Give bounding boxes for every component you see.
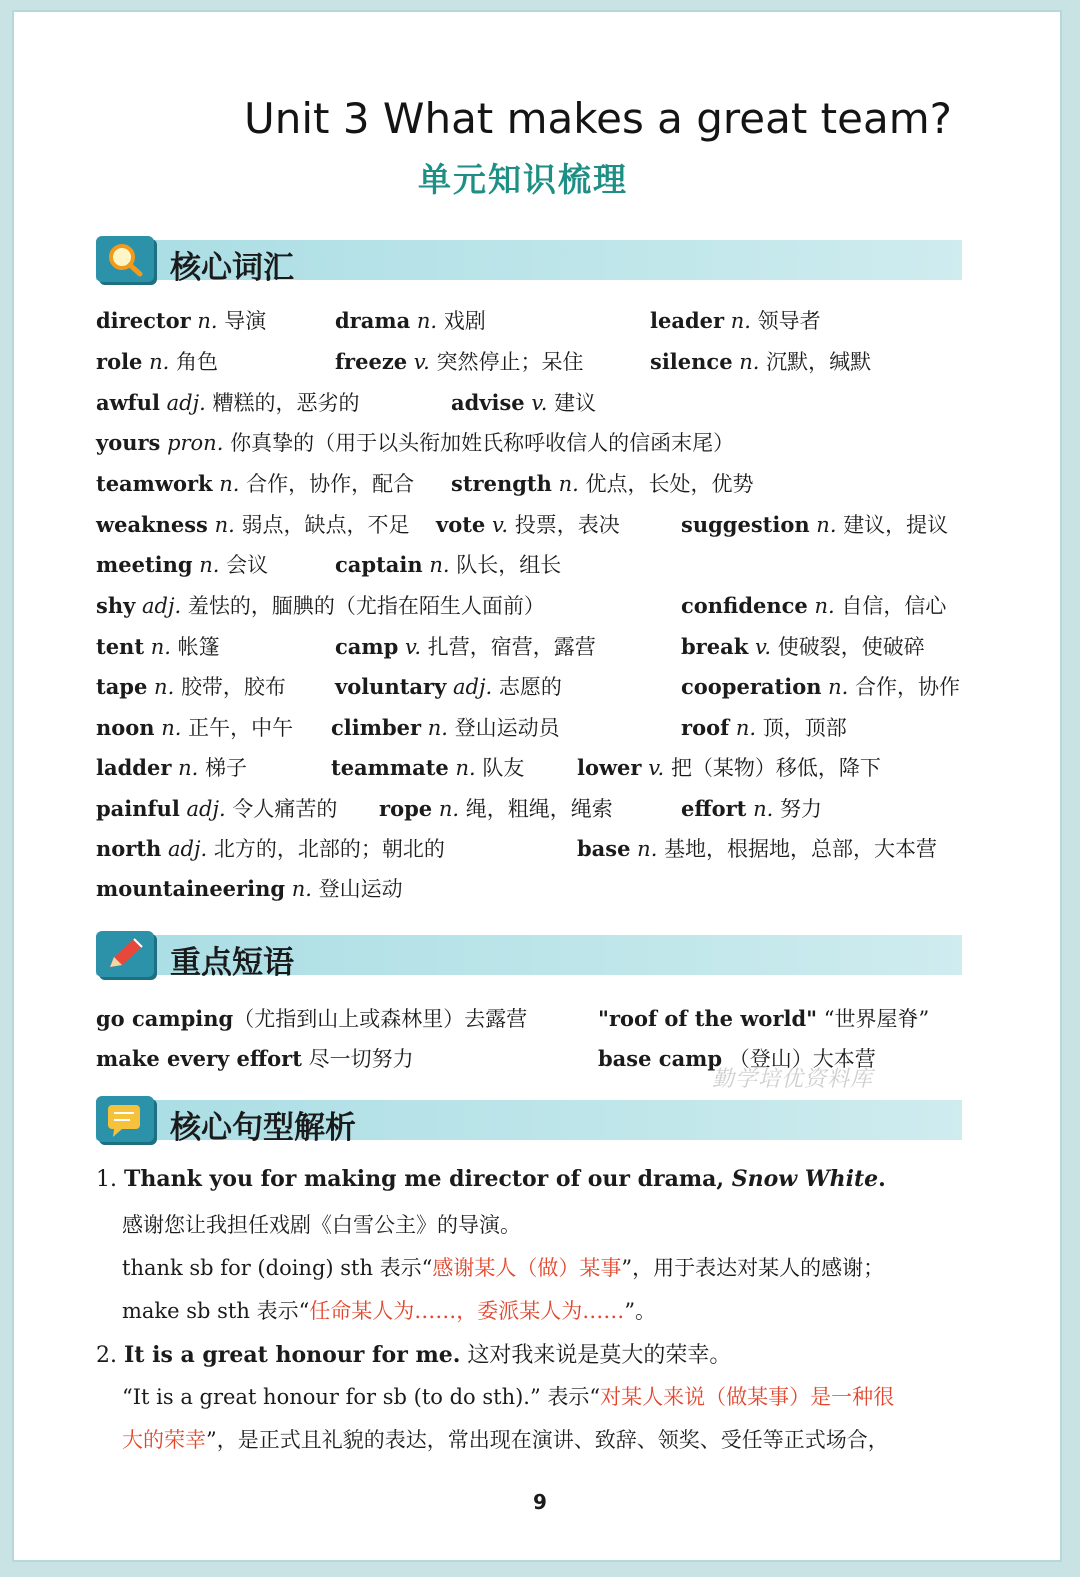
phrase-item: base camp （登山）大本营 — [598, 1046, 876, 1071]
vocab-item: voluntary adj. 志愿的 — [335, 674, 562, 699]
watermark: 勤学培优资料库 — [712, 1067, 874, 1092]
sentence-1-note-1: thank sb for (doing) sth 表示“感谢某人（做）某事”，用于表达对某人的感谢； — [122, 1256, 885, 1280]
vocab-item: climber n. 登山运动员 — [331, 715, 560, 740]
phrase-item: "roof of the world" “世界屋脊” — [598, 1006, 930, 1031]
section-title-vocab: 核心词汇 — [170, 250, 294, 286]
vocab-item: roof n. 顶，顶部 — [681, 715, 847, 740]
page-title: Unit 3 What makes a great team? — [244, 94, 952, 143]
vocab-item: meeting n. 会议 — [96, 552, 269, 577]
vocab-item: vote v. 投票，表决 — [436, 512, 620, 537]
vocab-item: base n. 基地，根据地，总部，大本营 — [577, 836, 938, 861]
vocab-item: drama n. 戏剧 — [335, 308, 486, 333]
vocab-item: cooperation n. 合作，协作 — [681, 674, 961, 699]
vocab-item: noon n. 正午，中午 — [96, 715, 294, 740]
vocab-item: yours pron. 你真挚的（用于以头衔加姓氏称呼收信人的信函末尾） — [96, 430, 735, 455]
vocab-item: camp v. 扎营，宿营，露营 — [335, 634, 596, 659]
vocab-item: silence n. 沉默，缄默 — [650, 349, 872, 374]
page-subtitle: 单元知识梳理 — [418, 160, 628, 199]
vocab-item: break v. 使破裂，使破碎 — [681, 634, 925, 659]
pencil-icon — [96, 931, 154, 977]
section-title-phrases: 重点短语 — [170, 945, 294, 981]
vocab-item: effort n. 努力 — [681, 796, 822, 821]
sentence-2-note-2: 大的荣幸”，是正式且礼貌的表达，常出现在演讲、致辞、领奖、受任等正式场合， — [122, 1428, 889, 1452]
vocab-item: painful adj. 令人痛苦的 — [96, 796, 338, 821]
vocab-item: teammate n. 队友 — [331, 755, 525, 780]
vocab-item: teamwork n. 合作，协作，配合 — [96, 471, 415, 496]
vocab-item: suggestion n. 建议，提议 — [681, 512, 949, 537]
page-number: 9 — [533, 1490, 547, 1514]
vocab-item: tape n. 胶带，胶布 — [96, 674, 286, 699]
sentence-1-translation: 感谢您让我担任戏剧《白雪公主》的导演。 — [122, 1213, 521, 1237]
vocab-item: captain n. 队长，组长 — [335, 552, 562, 577]
sentence-1-english: 1. Thank you for making me director of our drama, Snow White. — [96, 1166, 886, 1192]
speech-bubble-icon — [96, 1096, 154, 1142]
vocab-item: ladder n. 梯子 — [96, 755, 247, 780]
section-title-sentences: 核心句型解析 — [170, 1110, 356, 1146]
vocab-item: shy adj. 羞怯的，腼腆的（尤指在陌生人面前） — [96, 593, 545, 618]
vocab-item: awful adj. 糟糕的，恶劣的 — [96, 390, 360, 415]
sentence-1-note-2: make sb sth 表示“任命某人为……，委派某人为……”。 — [122, 1299, 657, 1323]
magnifier-icon — [96, 236, 154, 282]
vocab-item: role n. 角色 — [96, 349, 218, 374]
sentence-2-note-1: “It is a great honour for sb (to do sth).” 表示“对某人来说（做某事）是一种很 — [122, 1385, 895, 1409]
vocab-item: lower v. 把（某物）移低，降下 — [577, 755, 881, 780]
vocab-item: strength n. 优点，长处，优势 — [451, 471, 754, 496]
vocab-item: tent n. 帐篷 — [96, 634, 220, 659]
vocab-item: freeze v. 突然停止；呆住 — [335, 349, 584, 374]
vocab-item: confidence n. 自信，信心 — [681, 593, 947, 618]
sentence-2-english: 2. It is a great honour for me. 这对我来说是莫大的荣幸。 — [96, 1342, 732, 1368]
phrase-item: go camping（尤指到山上或森林里）去露营 — [96, 1006, 528, 1031]
vocab-item: advise v. 建议 — [451, 390, 597, 415]
vocab-item: north adj. 北方的，北部的；朝北的 — [96, 836, 445, 861]
vocab-item: rope n. 绳，粗绳，绳索 — [379, 796, 613, 821]
vocab-item: leader n. 领导者 — [650, 308, 821, 333]
vocab-item: director n. 导演 — [96, 308, 267, 333]
vocab-item: weakness n. 弱点，缺点，不足 — [96, 512, 410, 537]
phrase-item: make every effort 尽一切努力 — [96, 1046, 414, 1071]
vocab-item: mountaineering n. 登山运动 — [96, 876, 403, 901]
